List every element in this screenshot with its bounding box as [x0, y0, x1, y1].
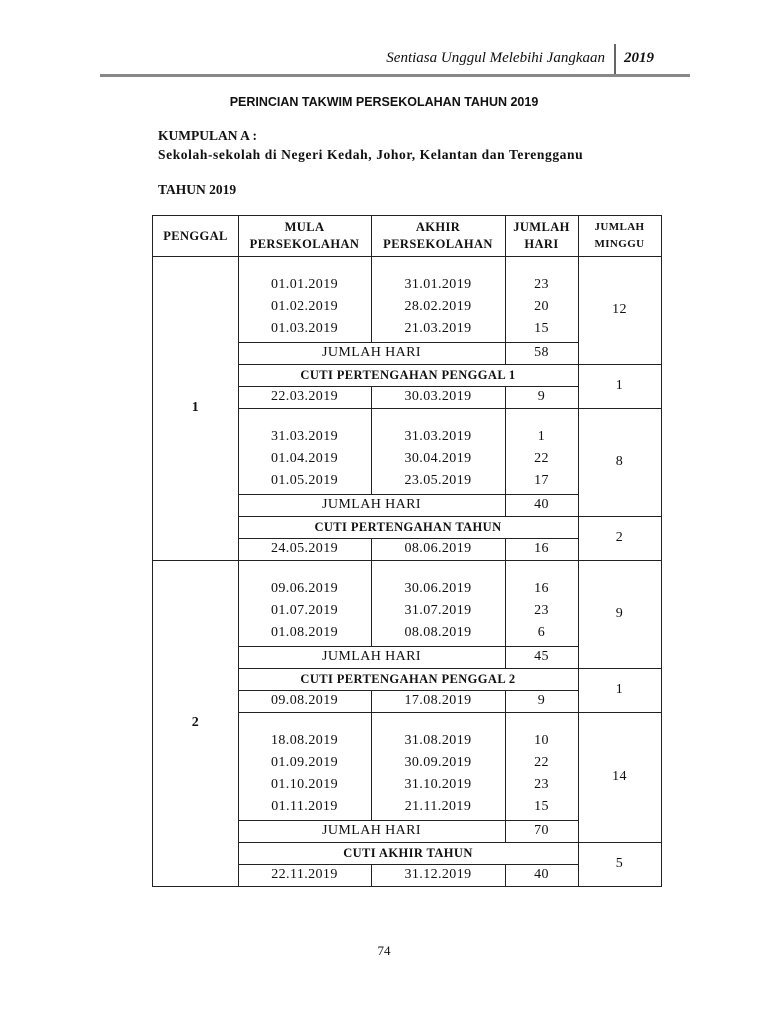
end-date: 31.10.2019: [404, 777, 472, 792]
days-count: 16: [534, 581, 549, 596]
days-count: 1: [537, 429, 546, 444]
grid-line: [371, 408, 372, 494]
total-days-label: JUMLAH HARI: [322, 497, 421, 512]
holiday-start-date: 22.03.2019: [271, 389, 338, 404]
weeks-count: 1: [615, 682, 624, 697]
end-date: 28.02.2019: [404, 299, 472, 314]
days-count: 23: [534, 603, 549, 618]
days-count: 15: [534, 321, 549, 336]
start-date: 01.04.2019: [271, 451, 338, 466]
grid-line: [505, 538, 506, 560]
total-days-label: JUMLAH HARI: [322, 345, 421, 360]
grid-line: [371, 256, 372, 342]
states-label: Sekolah-sekolah di Negeri Kedah, Johor, Kelantan dan Terengganu: [158, 147, 584, 162]
end-date: 31.08.2019: [404, 733, 472, 748]
days-count: 22: [534, 451, 549, 466]
grid-line: [505, 408, 506, 494]
holiday-end-date: 17.08.2019: [404, 693, 472, 708]
header-mula: [238, 216, 371, 256]
header-rule: [100, 74, 690, 77]
end-date: 30.04.2019: [404, 451, 472, 466]
days-count: 10: [534, 733, 549, 748]
grid-line: [505, 712, 506, 820]
grid-line: [371, 216, 372, 256]
grid-line: [371, 386, 372, 408]
start-date: 31.03.2019: [271, 429, 338, 444]
header-penggal-text: PENGGAL: [163, 228, 228, 243]
start-date: 01.05.2019: [271, 473, 338, 488]
holiday-start-date: 09.08.2019: [271, 693, 338, 708]
start-date: 01.03.2019: [271, 321, 338, 336]
header-akhir-line2: PERSEKOLAHAN: [383, 237, 493, 251]
holiday-days: 16: [534, 541, 549, 556]
holiday-start-date: 22.11.2019: [271, 867, 338, 882]
start-date: 01.07.2019: [271, 603, 338, 618]
header-jhari-line2: HARI: [524, 237, 559, 251]
page-title: PERINCIAN TAKWIM PERSEKOLAHAN TAHUN 2019: [229, 95, 539, 109]
header-jumlah-minggu: [578, 216, 661, 256]
grid-line: [371, 560, 372, 646]
weeks-count: 12: [612, 302, 627, 317]
grid-line: [505, 386, 506, 408]
header-separator: [614, 44, 616, 76]
header-jminggu-line2: MINGGU: [594, 238, 645, 250]
header-mula-line2: PERSEKOLAHAN: [249, 237, 360, 251]
end-date: 23.05.2019: [404, 473, 472, 488]
days-count: 15: [534, 799, 549, 814]
grid-line: [505, 494, 506, 516]
weeks-count: 1: [615, 378, 624, 393]
penggal-2: 2: [191, 714, 200, 730]
weeks-count: 5: [615, 856, 624, 871]
year-label: TAHUN 2019: [158, 182, 237, 197]
grid-line: [371, 712, 372, 820]
total-days-label: JUMLAH HARI: [322, 649, 421, 664]
start-date: 18.08.2019: [271, 733, 338, 748]
start-date: 01.10.2019: [271, 777, 338, 792]
holiday-days: 9: [537, 693, 546, 708]
days-count: 23: [534, 777, 549, 792]
end-date: 21.03.2019: [404, 321, 472, 336]
holiday-title: CUTI AKHIR TAHUN: [343, 845, 473, 860]
total-days-value: 70: [534, 823, 549, 838]
holiday-end-date: 31.12.2019: [404, 867, 472, 882]
start-date: 01.02.2019: [271, 299, 338, 314]
total-days-label: JUMLAH HARI: [322, 823, 421, 838]
days-count: 20: [534, 299, 549, 314]
start-date: 01.08.2019: [271, 625, 338, 640]
page-number: 74: [377, 943, 391, 958]
grid-line: [505, 560, 506, 646]
holiday-end-date: 08.06.2019: [404, 541, 472, 556]
weeks-count: 2: [615, 530, 624, 545]
end-date: 08.08.2019: [404, 625, 472, 640]
group-label: KUMPULAN A :: [158, 128, 257, 143]
grid-line: [505, 256, 506, 342]
header-jumlah-hari: [505, 216, 578, 256]
days-count: 6: [537, 625, 546, 640]
grid-line: [153, 560, 238, 561]
grid-line: [505, 216, 506, 256]
end-date: 21.11.2019: [404, 799, 472, 814]
holiday-title: CUTI PERTENGAHAN TAHUN: [314, 519, 502, 534]
end-date: 30.06.2019: [404, 581, 472, 596]
holiday-days: 40: [534, 867, 549, 882]
header-penggal: [153, 216, 238, 256]
end-date: 30.09.2019: [404, 755, 472, 770]
days-count: 22: [534, 755, 549, 770]
start-date: 01.11.2019: [271, 799, 338, 814]
grid-line: [371, 864, 372, 886]
end-date: 31.07.2019: [404, 603, 472, 618]
holiday-title: CUTI PERTENGAHAN PENGGAL 1: [300, 367, 516, 382]
end-date: 31.03.2019: [404, 429, 472, 444]
calendar-table: [152, 215, 662, 887]
header-akhir-line1: AKHIR: [415, 220, 461, 234]
header-mula-line1: MULA: [284, 220, 325, 234]
grid-line: [371, 538, 372, 560]
header-year: 2019: [624, 50, 654, 66]
weeks-count: 14: [612, 769, 627, 784]
holiday-days: 9: [537, 389, 546, 404]
total-days-value: 45: [534, 649, 549, 664]
start-date: 09.06.2019: [271, 581, 338, 596]
start-date: 01.01.2019: [271, 277, 338, 292]
total-days-value: 58: [534, 345, 549, 360]
weeks-count: 8: [615, 454, 624, 469]
end-date: 31.01.2019: [404, 277, 472, 292]
grid-line: [505, 820, 506, 842]
holiday-start-date: 24.05.2019: [271, 541, 338, 556]
weeks-count: 9: [615, 606, 624, 621]
grid-line: [371, 690, 372, 712]
grid-line: [505, 342, 506, 364]
days-count: 17: [534, 473, 549, 488]
days-count: 23: [534, 277, 549, 292]
header-tagline: Sentiasa Unggul Melebihi Jangkaan: [386, 50, 605, 66]
header-jhari-line1: JUMLAH: [513, 220, 570, 234]
penggal-1: 1: [191, 399, 200, 415]
header-jminggu-line1: JUMLAH: [594, 221, 645, 233]
holiday-end-date: 30.03.2019: [404, 389, 472, 404]
total-days-value: 40: [534, 497, 549, 512]
grid-line: [505, 864, 506, 886]
start-date: 01.09.2019: [271, 755, 338, 770]
grid-line: [505, 646, 506, 668]
header-akhir: [371, 216, 505, 256]
holiday-title: CUTI PERTENGAHAN PENGGAL 2: [300, 671, 516, 686]
grid-line: [505, 690, 506, 712]
